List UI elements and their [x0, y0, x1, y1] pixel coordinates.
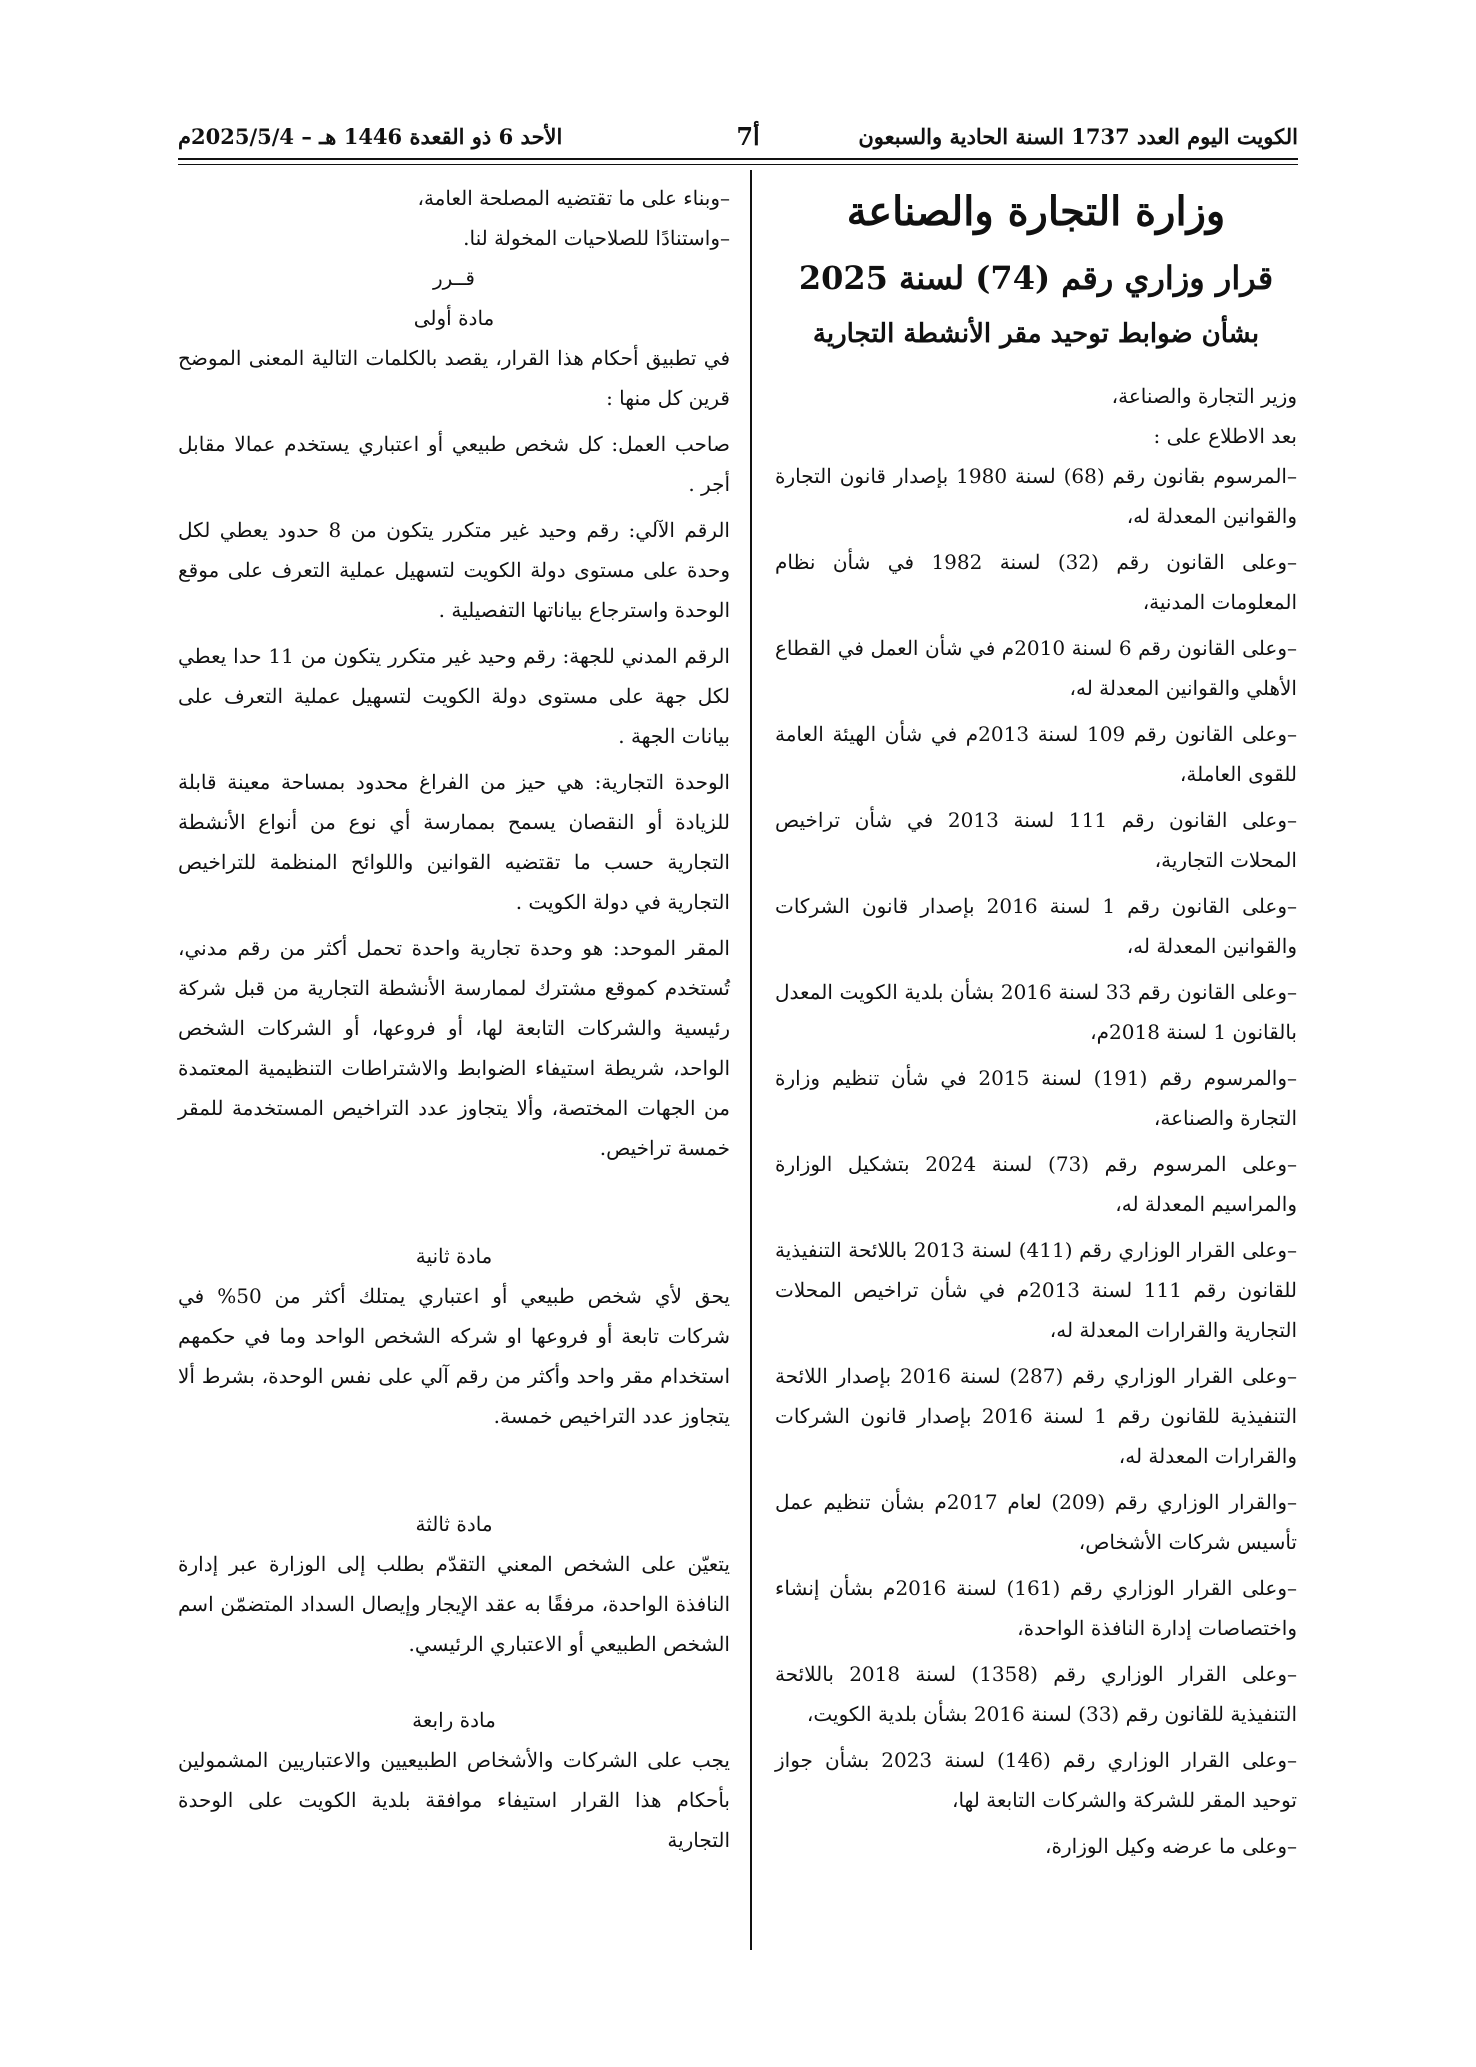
preamble-item: –وعلى القانون رقم 1 لسنة 2016 بإصدار قانون الشركات والقوانين المعدلة له، [775, 894, 1297, 958]
gazette-issue: الكويت اليوم العدد 1737 السنة الحادية والسبعون [858, 124, 1298, 149]
definition-item: الوحدة التجارية: هي حيز من الفراغ محدود بمساحة معينة قابلة للزيادة أو النقصان يسمح بممارسة أي نوع من أنواع الأنشطة التجارية حسب ما تقتضيه القوانين واللوائح المنظمة للتراخيص التجارية في دولة الكويت . [178, 770, 730, 914]
ministry-title: وزارة التجارة والصناعة [846, 188, 1226, 235]
header-rule [178, 158, 1298, 160]
preamble-item: –وعلى القرار الوزاري رقم (287) لسنة 2016 بإصدار اللائحة التنفيذية للقانون رقم 1 لسنة 2016 بإصدار قانون الشركات والقرارات المعدلة له، [775, 1364, 1297, 1468]
page-number: 7أ [736, 122, 760, 151]
preamble-item: –وعلى المرسوم رقم (73) لسنة 2024 بتشكيل الوزارة والمراسيم المعدلة له، [775, 1152, 1297, 1216]
preamble-item: –وعلى القانون رقم (32) لسنة 1982 في شأن نظام المعلومات المدنية، [775, 550, 1297, 614]
decided-heading: قــرر [433, 266, 475, 290]
article-4-title: مادة رابعة [412, 1708, 496, 1732]
article-3-title: مادة ثالثة [415, 1512, 493, 1536]
page-header [178, 118, 1298, 154]
decree-title: قرار وزاري رقم (74) لسنة 2025 [798, 259, 1274, 297]
definition-item: صاحب العمل: كل شخص طبيعي أو اعتباري يستخدم عمالا مقابل أجر . [178, 432, 730, 496]
issue-date: الأحد 6 ذو القعدة 1446 هـ – 2025/5/4م [178, 124, 563, 149]
left-column [178, 178, 730, 1866]
header-rule-thin [178, 164, 1298, 165]
public-interest-line: –وبناء على ما تقتضيه المصلحة العامة، [417, 186, 730, 210]
preamble-item: –وعلى القانون رقم 109 لسنة 2013م في شأن الهيئة العامة للقوى العاملة، [775, 722, 1297, 786]
article-1-intro: في تطبيق أحكام هذا القرار، يقصد بالكلمات التالية المعنى الموضح قرين كل منها : [178, 346, 730, 410]
definition-item: الرقم المدني للجهة: رقم وحيد غير متكرر يتكون من 11 حدا يعطي لكل جهة على مستوى دولة الكويت لتسهيل عملية التعرف على بيانات الجهة . [178, 644, 730, 748]
authority-line: –واستنادًا للصلاحيات المخولة لنا. [463, 226, 730, 250]
after-review-line: بعد الاطلاع على : [1153, 424, 1297, 448]
preamble-item: –وعلى القرار الوزاري رقم (146) لسنة 2023 بشأن جواز توحيد المقر للشركة والشركات التابعة لها، [775, 1748, 1297, 1812]
preamble-item: –وعلى القرار الوزاري رقم (411) لسنة 2013 باللائحة التنفيذية للقانون رقم 111 لسنة 2013م في شأن تراخيص المحلات التجارية والقرارات المعدلة له، [775, 1238, 1297, 1342]
right-column [775, 178, 1297, 1872]
article-1-title: مادة أولى [413, 306, 495, 330]
preamble-item: –وعلى القانون رقم 33 لسنة 2016 بشأن بلدية الكويت المعدل بالقانون 1 لسنة 2018م، [775, 980, 1297, 1044]
decree-subject: بشأن ضوابط توحيد مقر الأنشطة التجارية [812, 319, 1260, 349]
article-4-text: يجب على الشركات والأشخاص الطبيعيين والاعتباريين المشمولين بأحكام هذا القرار استيفاء موافقة بلدية الكويت على الوحدة التجارية [178, 1748, 730, 1852]
preamble-item: –والمرسوم رقم (191) لسنة 2015 في شأن تنظيم وزارة التجارة والصناعة، [775, 1066, 1297, 1130]
definition-item: الرقم الآلي: رقم وحيد غير متكرر يتكون من 8 حدود يعطي لكل وحدة على مستوى دولة الكويت لتسهيل عملية التعرف على موقع الوحدة واسترجاع بياناتها التفصيلية . [178, 518, 730, 622]
article-3-text: يتعيّن على الشخص المعني التقدّم بطلب إلى الوزارة عبر إدارة النافذة الواحدة، مرفقًا به عقد الإيجار وإيصال السداد المتضمّن اسم الشخص الطبيعي أو الاعتباري الرئيسي. [178, 1552, 730, 1656]
article-2-title: مادة ثانية [415, 1244, 493, 1268]
column-divider [750, 170, 752, 1950]
preamble-item: –وعلى القانون رقم 111 لسنة 2013 في شأن تراخيص المحلات التجارية، [775, 808, 1297, 872]
preamble-item: –وعلى القانون رقم 6 لسنة 2010م في شأن العمل في القطاع الأهلي والقوانين المعدلة له، [775, 636, 1297, 700]
article-2-text: يحق لأي شخص طبيعي أو اعتباري يمتلك أكثر من 50% في شركات تابعة أو فروعها او شركه الشخص الواحد وما في حكمهم استخدام مقر واحد وأكثر من رقم آلي على نفس الوحدة، بشرط ألا يتجاوز عدد التراخيص خمسة. [178, 1284, 731, 1428]
minister-line: وزير التجارة والصناعة، [1111, 384, 1297, 408]
preamble-item: –وعلى القرار الوزاري رقم (1358) لسنة 2018 باللائحة التنفيذية للقانون رقم (33) لسنة 2016 بشأن بلدية الكويت، [775, 1662, 1298, 1726]
definition-item: المقر الموحد: هو وحدة تجارية واحدة تحمل أكثر من رقم مدني، تُستخدم كموقع مشترك لممارسة الأنشطة التجارية من قبل شركة رئيسية والشركات التابعة لها، أو فروعها، أو الشركات الشخص الواحد، شريطة استيفاء الضوابط والاشتراطات التنظيمية المعتمدة من الجهات المختصة، وألا يتجاوز عدد التراخيص المستخدمة للمقر خمسة تراخيص. [178, 936, 730, 1160]
preamble-item: –وعلى القرار الوزاري رقم (161) لسنة 2016م بشأن إنشاء واختصاصات إدارة النافذة الواحدة، [775, 1576, 1298, 1640]
preamble-item: –والقرار الوزاري رقم (209) لعام 2017م بشأن تنظيم عمل تأسيس شركات الأشخاص، [775, 1490, 1297, 1554]
preamble-item: –وعلى ما عرضه وكيل الوزارة، [1045, 1834, 1297, 1858]
preamble-item: –المرسوم بقانون رقم (68) لسنة 1980 بإصدار قانون التجارة والقوانين المعدلة له، [775, 464, 1297, 528]
